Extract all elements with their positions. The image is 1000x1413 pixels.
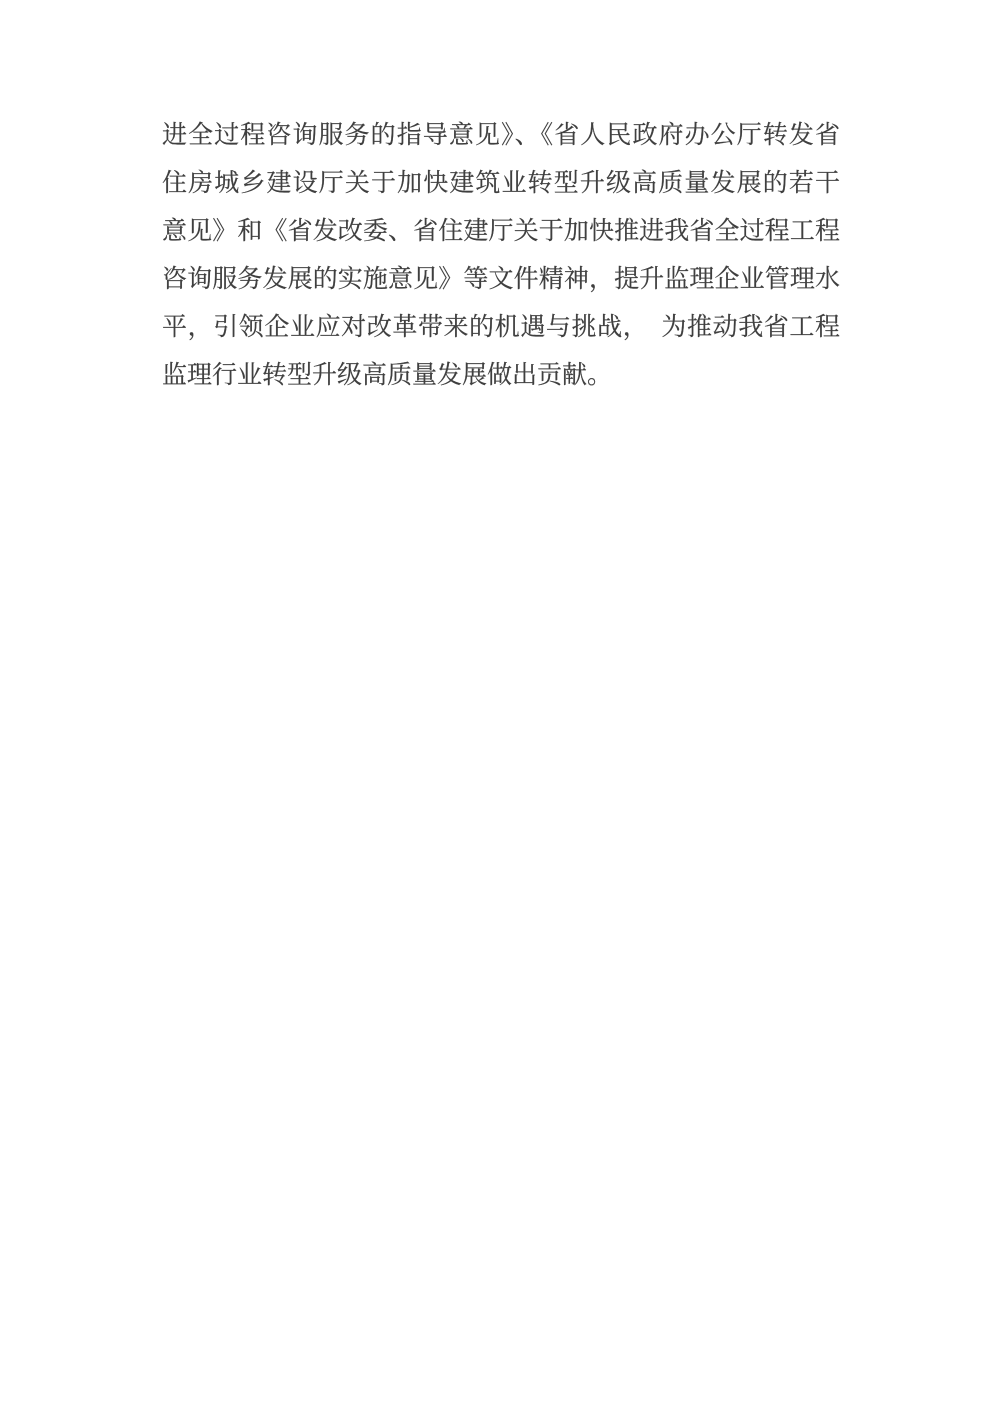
paragraph-line: 平，引领企业应对改革带来的机遇与挑战， 为推动我省工程 [162, 314, 840, 341]
paragraph-line-last: 监理行业转型升级高质量发展做出贡献。 [162, 362, 613, 389]
paragraph-line: 意见》和《省发改委、省住建厅关于加快推进我省全过程工程 [162, 218, 840, 245]
paragraph-line: 咨询服务发展的实施意见》等文件精神，提升监理企业管理水 [162, 266, 840, 293]
paragraph-continuation [162, 112, 840, 400]
paragraph-line: 住房城乡建设厅关于加快建筑业转型升级高质量发展的若干 [162, 170, 840, 197]
paragraph-line: 进全过程咨询服务的指导意见》、《省人民政府办公厅转发省 [162, 122, 840, 149]
